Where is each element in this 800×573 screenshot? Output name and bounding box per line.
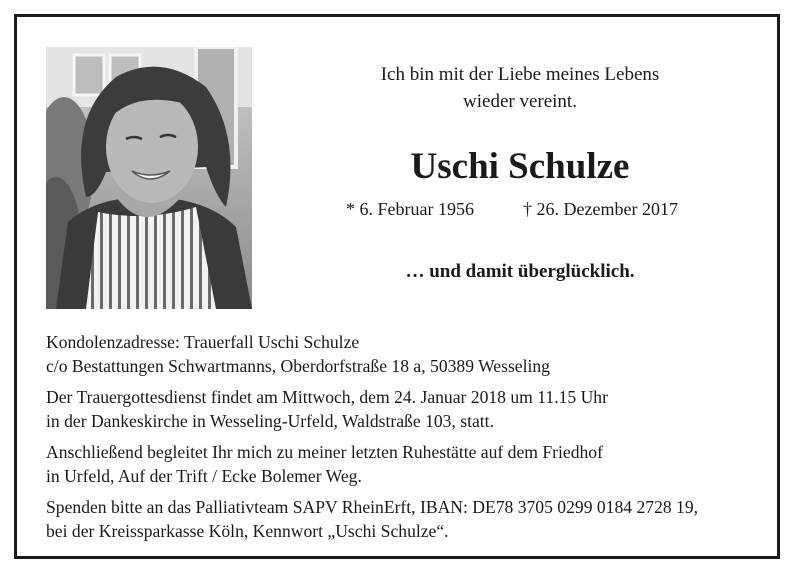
condolence-address-line-1: Kondolenzadresse: Trauerfall Uschi Schulze	[46, 332, 360, 352]
service-line-2: in der Dankeskirche in Wesseling-Urfeld, Waldstraße 103, statt.	[46, 411, 494, 431]
burial-line-2: in Urfeld, Auf der Trift / Ecke Bolemer Weg.	[46, 466, 362, 486]
condolence-address-line-2: c/o Bestattungen Schwartmanns, Oberdorfstraße 18 a, 50389 Wesseling	[46, 356, 550, 376]
donation-line-2: bei der Kreissparkasse Köln, Kennwort „Uschi Schulze“.	[46, 521, 449, 541]
tagline: … und damit überglücklich.	[405, 261, 635, 282]
deceased-name: Uschi Schulze	[410, 146, 630, 187]
donation-line-1: Spenden bitte an das Palliativteam SAPV RheinErft, IBAN: DE78 3705 0299 0184 2728 19,	[46, 497, 699, 517]
death-date: † 26. Dezember 2017	[523, 199, 678, 219]
quote-line-2: wieder vereint.	[463, 91, 577, 112]
birth-date: * 6. Februar 1956	[346, 199, 474, 219]
burial-line-1: Anschließend begleitet Ihr mich zu meiner letzten Ruhestätte auf dem Friedhof	[46, 442, 603, 462]
service-line-1: Der Trauergottesdienst findet am Mittwoch, dem 24. Januar 2018 um 11.15 Uhr	[46, 387, 608, 407]
quote-line-1: Ich bin mit der Liebe meines Lebens	[380, 64, 660, 85]
portrait-photo	[46, 47, 252, 309]
